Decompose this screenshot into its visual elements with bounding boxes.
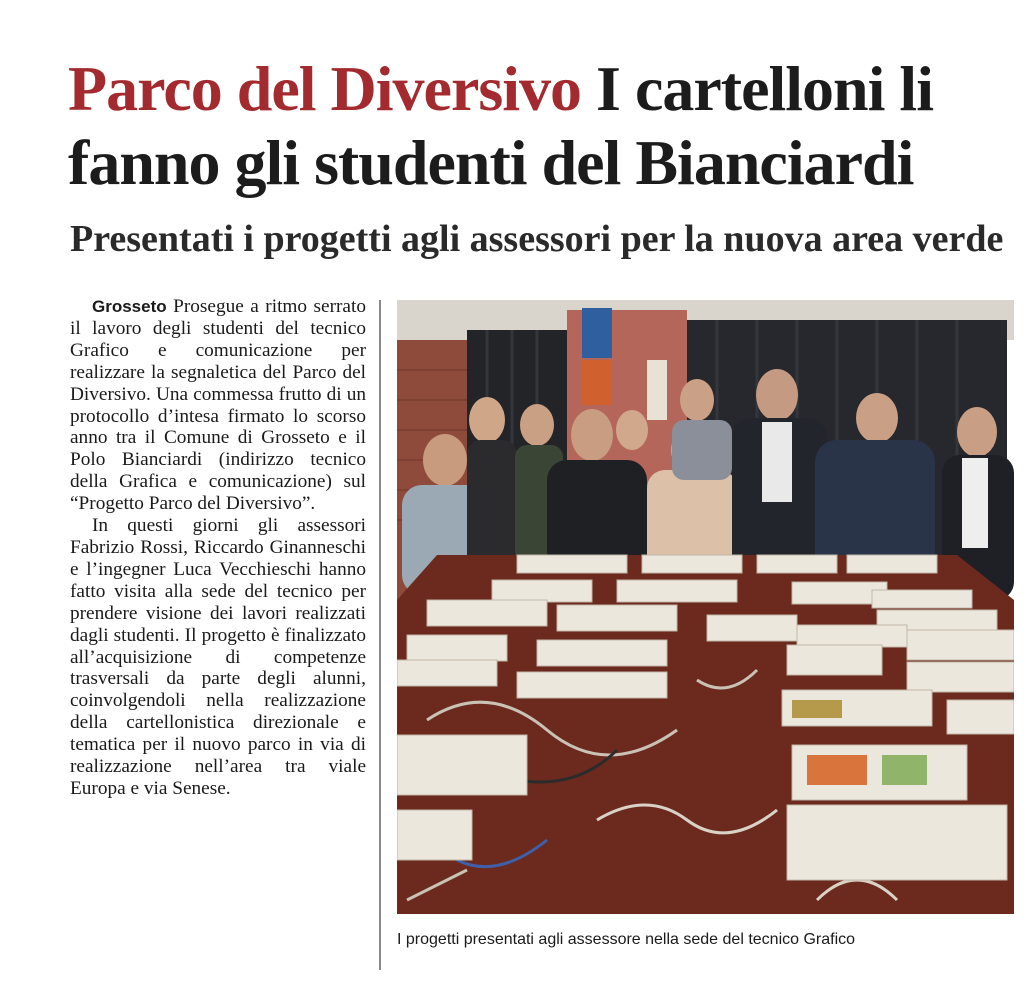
subtitle: Presentati i progetti agli assessori per la nuova area verde — [70, 218, 1004, 260]
article-photo — [397, 300, 1014, 914]
headline-rest: I cartelloni li fanno gli studenti del Bianciardi — [68, 53, 933, 198]
headline — [68, 52, 1018, 200]
article-body — [70, 296, 366, 970]
dateline: Grosseto — [92, 297, 167, 316]
column-divider — [379, 300, 381, 970]
photo-caption: I progetti presentati agli assessore nella sede del tecnico Grafico — [397, 931, 856, 948]
headline-accent: Parco del Diversivo — [68, 53, 582, 124]
paragraph-1 — [70, 296, 366, 515]
paragraph-1-text: Prosegue a ritmo serrato il lavoro degli studenti del tecnico Grafico e comunicazione per realizzare la segnaletica del Parco del Diversivo. Una commessa frutto di un protocollo d’intesa firmato lo scorso anno tra il Comune di Grosseto e il Polo Bianciardi (indirizzo tecnico della Grafica e comunicazione) sul “Progetto Parco del Diversivo”. — [70, 296, 366, 515]
paragraph-2: In questi giorni gli assessori Fabrizio Rossi, Riccardo Ginanneschi e l’ingegner Luca Vecchieschi hanno fatto visita alla sede del tecnico per prendere visione dei lavori realizzati dagli studenti. Il progetto è finalizzato all’acquisizione di competenze trasversali da parte degli alunni, coinvolgendoli nella realizzazione della cartellonistica direzionale e tematica per il nuovo parco in via di realizzazione nell’area tra viale Europa e via Senese. — [70, 515, 366, 799]
